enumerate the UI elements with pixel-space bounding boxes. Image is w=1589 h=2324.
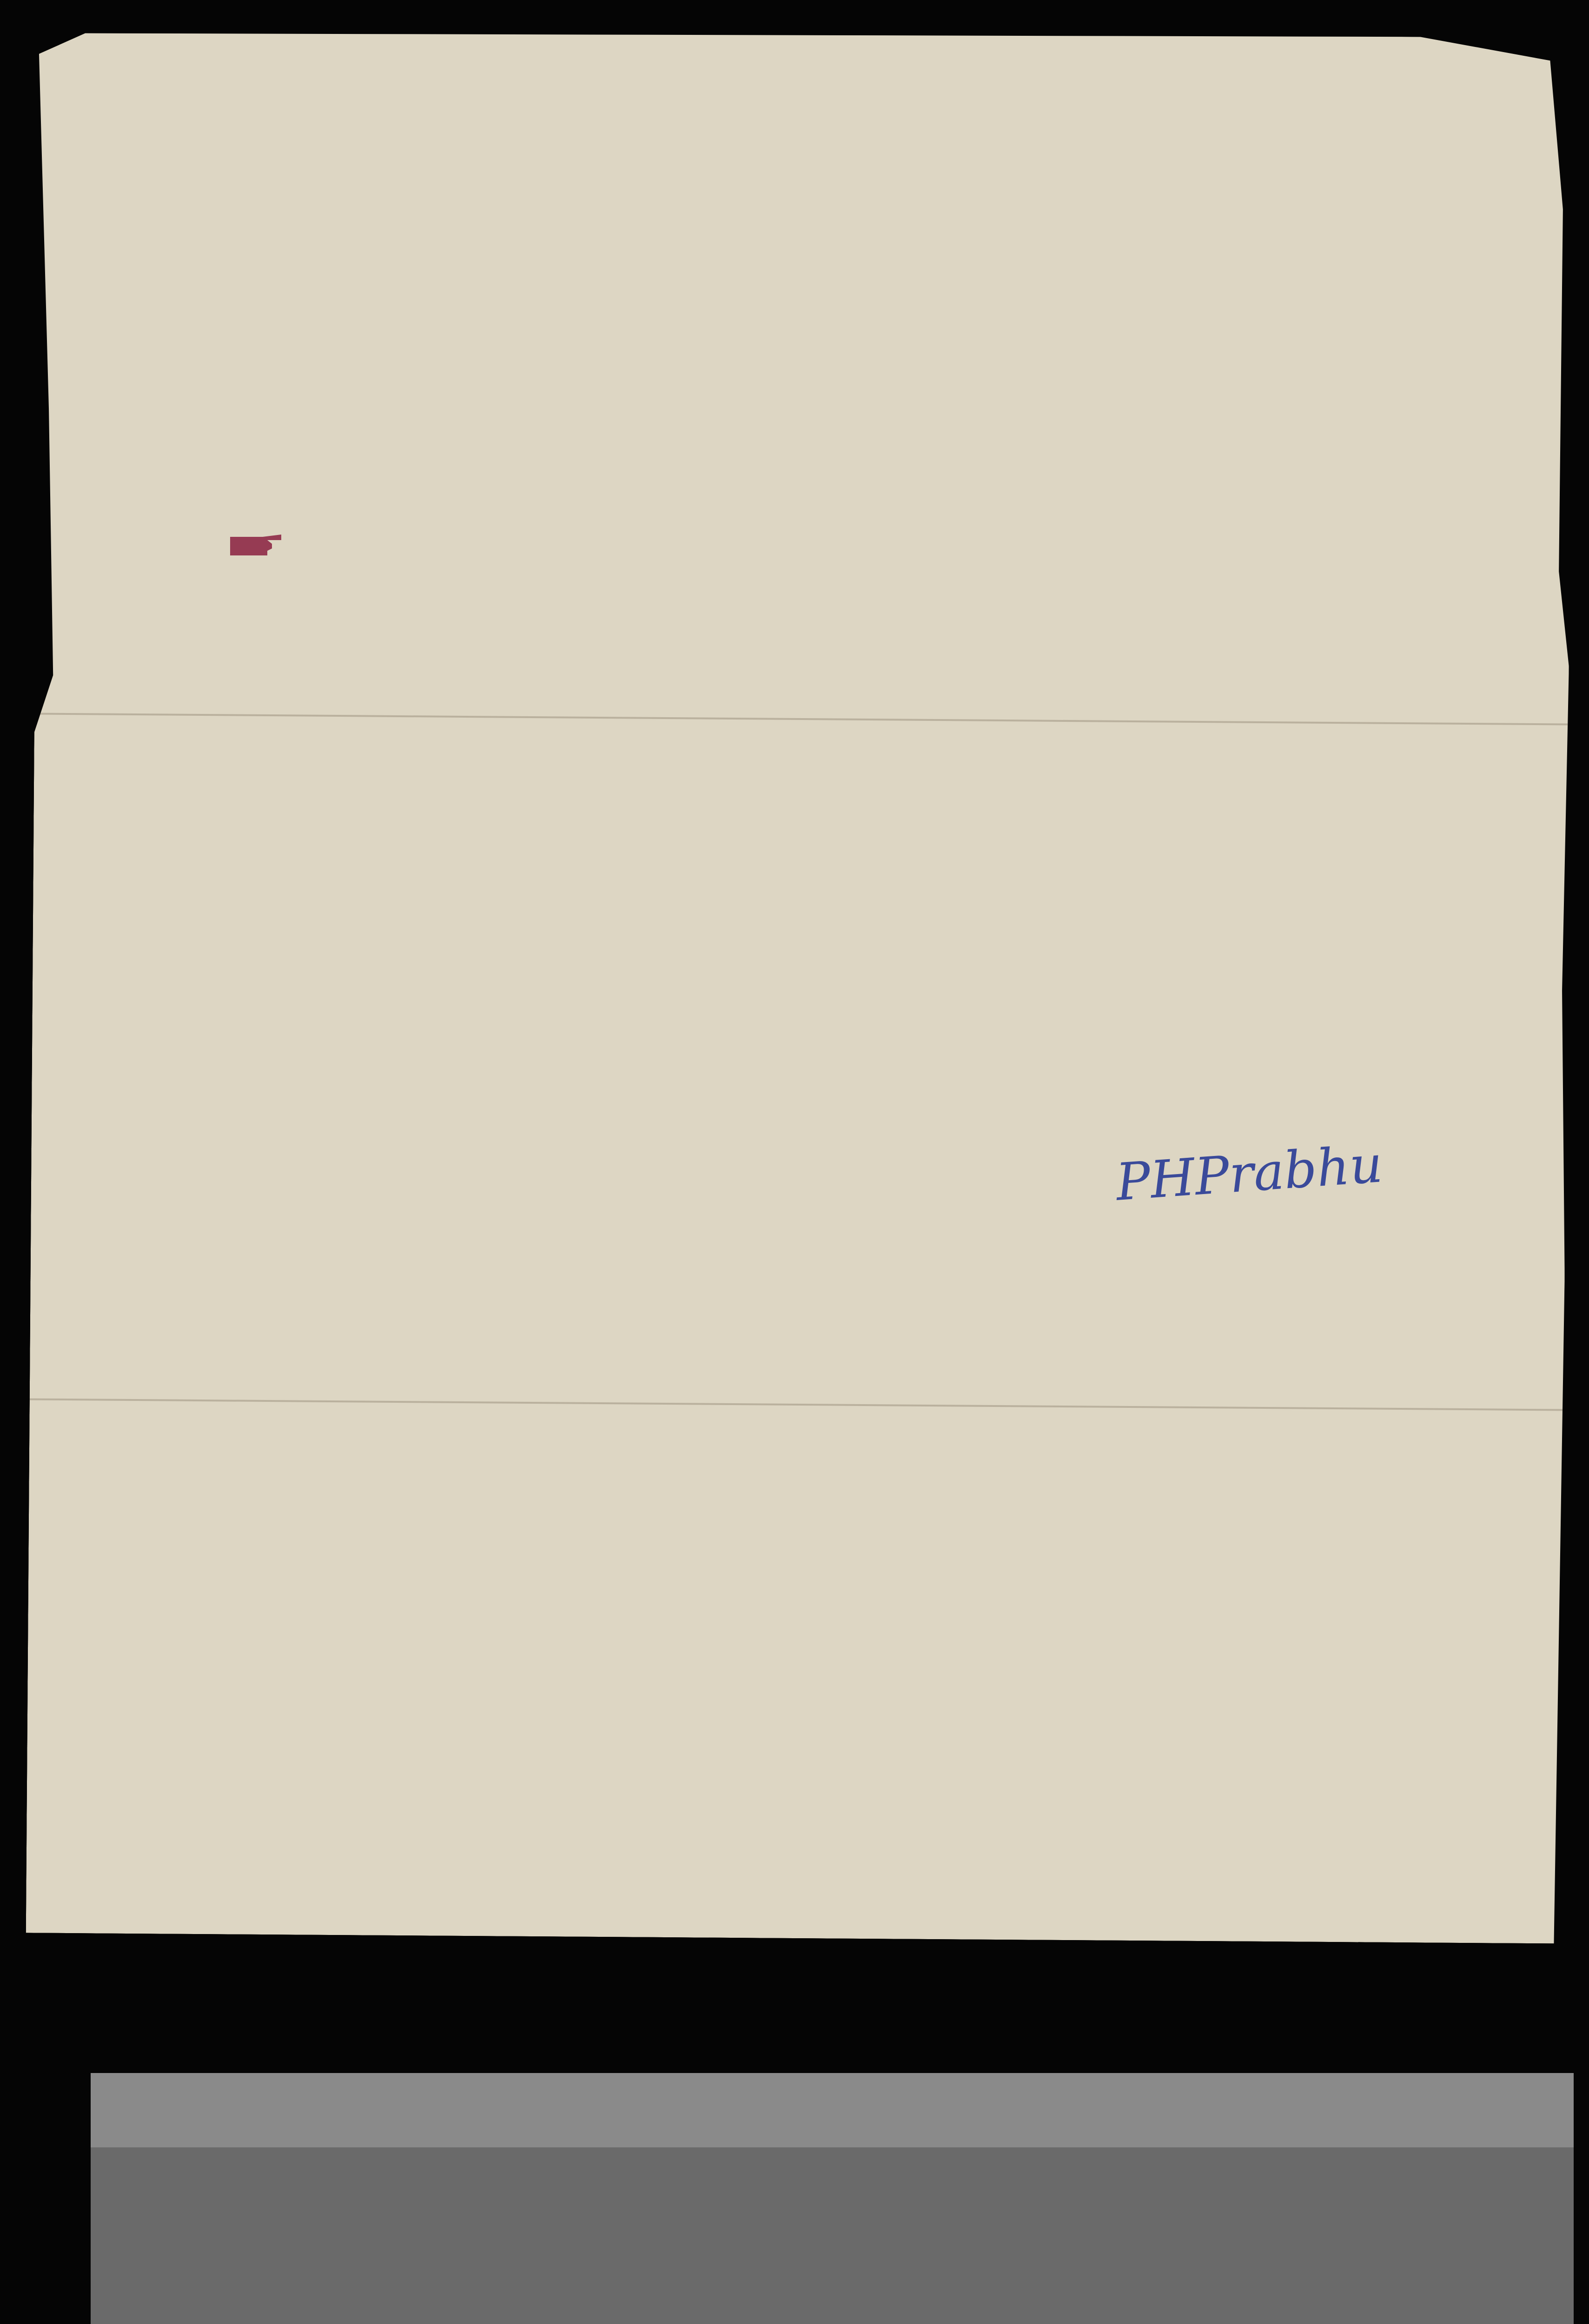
signature: PHPrabhu	[1114, 1134, 1384, 1212]
fold-line	[34, 713, 1569, 725]
fold-line	[30, 1398, 1564, 1411]
pointing-hand-stamp-icon	[228, 530, 288, 558]
light-patches	[91, 2259, 1574, 2324]
ruler	[91, 2073, 1574, 2147]
patch-labels	[91, 2212, 1574, 2254]
color-control-card	[91, 2073, 1574, 2324]
letter-page	[26, 27, 1574, 1944]
